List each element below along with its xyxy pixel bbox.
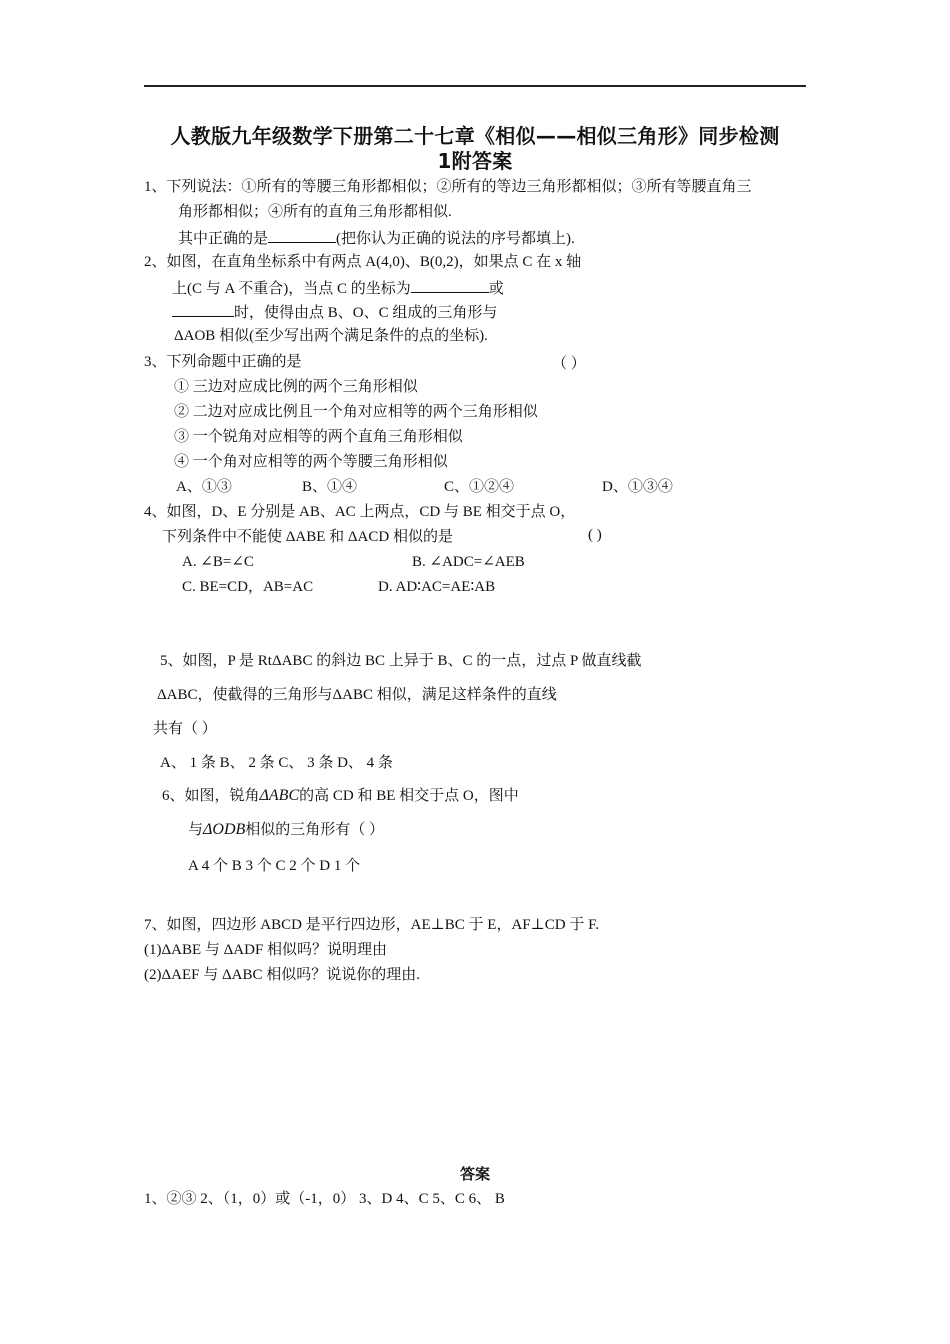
q4-choice-a: A. ∠B=∠C	[182, 554, 254, 570]
q2-line-1: 2、如图，在直角坐标系中有两点 A(4,0)、B(0,2)，如果点 C 在 x 轴	[144, 254, 582, 270]
q4-choice-c: C. BE=CD，AB=AC	[182, 579, 314, 595]
q2-answer-blank-1[interactable]	[411, 277, 489, 293]
q5-line-3: 共有（ ）	[153, 721, 217, 737]
header-rule	[144, 85, 806, 87]
q2-line-4: ΔAOB 相似(至少写出两个满足条件的点的坐标).	[174, 328, 488, 344]
q4-line-1: 4、如图，D、E 分别是 AB、AC 上两点，CD 与 BE 相交于点 O，	[144, 504, 576, 520]
q1-answer-blank[interactable]	[268, 227, 336, 243]
q4-answer-paren: ( )	[588, 527, 602, 543]
q3-stem: 3、下列命题中正确的是	[144, 354, 302, 370]
q5-choices: A、 1 条 B、 2 条 C、 3 条 D、 4 条	[160, 755, 393, 771]
q5-line-2: ΔABC，使截得的三角形与ΔABC 相似，满足这样条件的直线	[157, 687, 557, 703]
q7-line-1: 7、如图，四边形 ABCD 是平行四边形，AE⊥BC 于 E，AF⊥CD 于 F.	[144, 917, 599, 933]
q1-prompt: 其中正确的是	[178, 231, 269, 247]
q1-hint: (把你认为正确的说法的序号都填上).	[336, 231, 575, 247]
q3-choice-c: C、①②④	[444, 479, 515, 495]
q5-line-1: 5、如图，P 是 RtΔABC 的斜边 BC 上异于 B、C 的一点，过点 P 做直线截	[160, 653, 642, 669]
q3-choice-d: D、①③④	[602, 479, 673, 495]
q6-triangle-odb: ΔODB	[203, 821, 246, 838]
q7-part-2: (2)ΔAEF 与 ΔABC 相似吗？说说你的理由.	[144, 967, 420, 983]
q6-choices: A 4 个 B 3 个 C 2 个 D 1 个	[188, 858, 361, 874]
q2-line-3-text: 时，使得由点 B、O、C 组成的三角形与	[234, 305, 498, 321]
q6-line-2-prefix: 与	[188, 822, 204, 838]
q3-option-4: ④ 一个角对应相等的两个等腰三角形相似	[174, 454, 448, 470]
q3-option-3: ③ 一个锐角对应相等的两个直角三角形相似	[174, 429, 463, 445]
q3-choice-b: B、①④	[302, 479, 358, 495]
q2-line-2	[172, 277, 504, 299]
q6-line-2	[188, 820, 384, 840]
q2-prompt: 上(C 与 A 不重合)，当点 C 的坐标为	[172, 281, 411, 297]
q3-option-1: ① 三边对应成比例的两个三角形相似	[174, 379, 418, 395]
q7-part-1: (1)ΔABE 与 ΔADF 相似吗？说明理由	[144, 942, 388, 958]
q1-line-2: 角形都相似；④所有的直角三角形都相似.	[178, 204, 452, 220]
q6-triangle-abc: ΔABC	[259, 787, 300, 804]
q1-line-3	[178, 227, 575, 249]
answers-line: 1、②③ 2、（1，0）或（-1，0） 3、D 4、C 5、C 6、 B	[144, 1191, 505, 1207]
title-line-1: 人教版九年级数学下册第二十七章《相似——相似三角形》同步检测	[170, 124, 780, 148]
q2-or: 或	[488, 281, 504, 297]
q3-option-2: ② 二边对应成比例且一个角对应相等的两个三角形相似	[174, 404, 538, 420]
q3-answer-paren: （ ）	[552, 356, 586, 372]
q6-line-2-suffix: 相似的三角形有（ ）	[245, 822, 385, 838]
q6-line-1	[162, 786, 519, 806]
q4-line-2: 下列条件中不能使 ΔABE 和 ΔACD 相似的是	[162, 529, 453, 545]
q4-choice-b: B. ∠ADC=∠AEB	[412, 554, 525, 570]
q3-choice-a: A、①③	[176, 479, 232, 495]
q1-line-1: 1、下列说法：①所有的等腰三角形都相似；②所有的等边三角形都相似；③所有等腰直角三	[144, 179, 752, 195]
document-title	[144, 124, 806, 174]
q4-choice-d: D. AD∶AC=AE∶AB	[378, 579, 496, 595]
q2-answer-blank-2[interactable]	[172, 301, 234, 317]
answers-title: 答案	[459, 1167, 490, 1183]
q2-line-3	[172, 301, 497, 323]
q6-line-1-suffix: 的高 CD 和 BE 相交于点 O，图中	[299, 788, 519, 804]
q6-line-1-prefix: 6、如图，锐角	[162, 788, 260, 804]
title-line-2: 1附答案	[437, 149, 513, 173]
